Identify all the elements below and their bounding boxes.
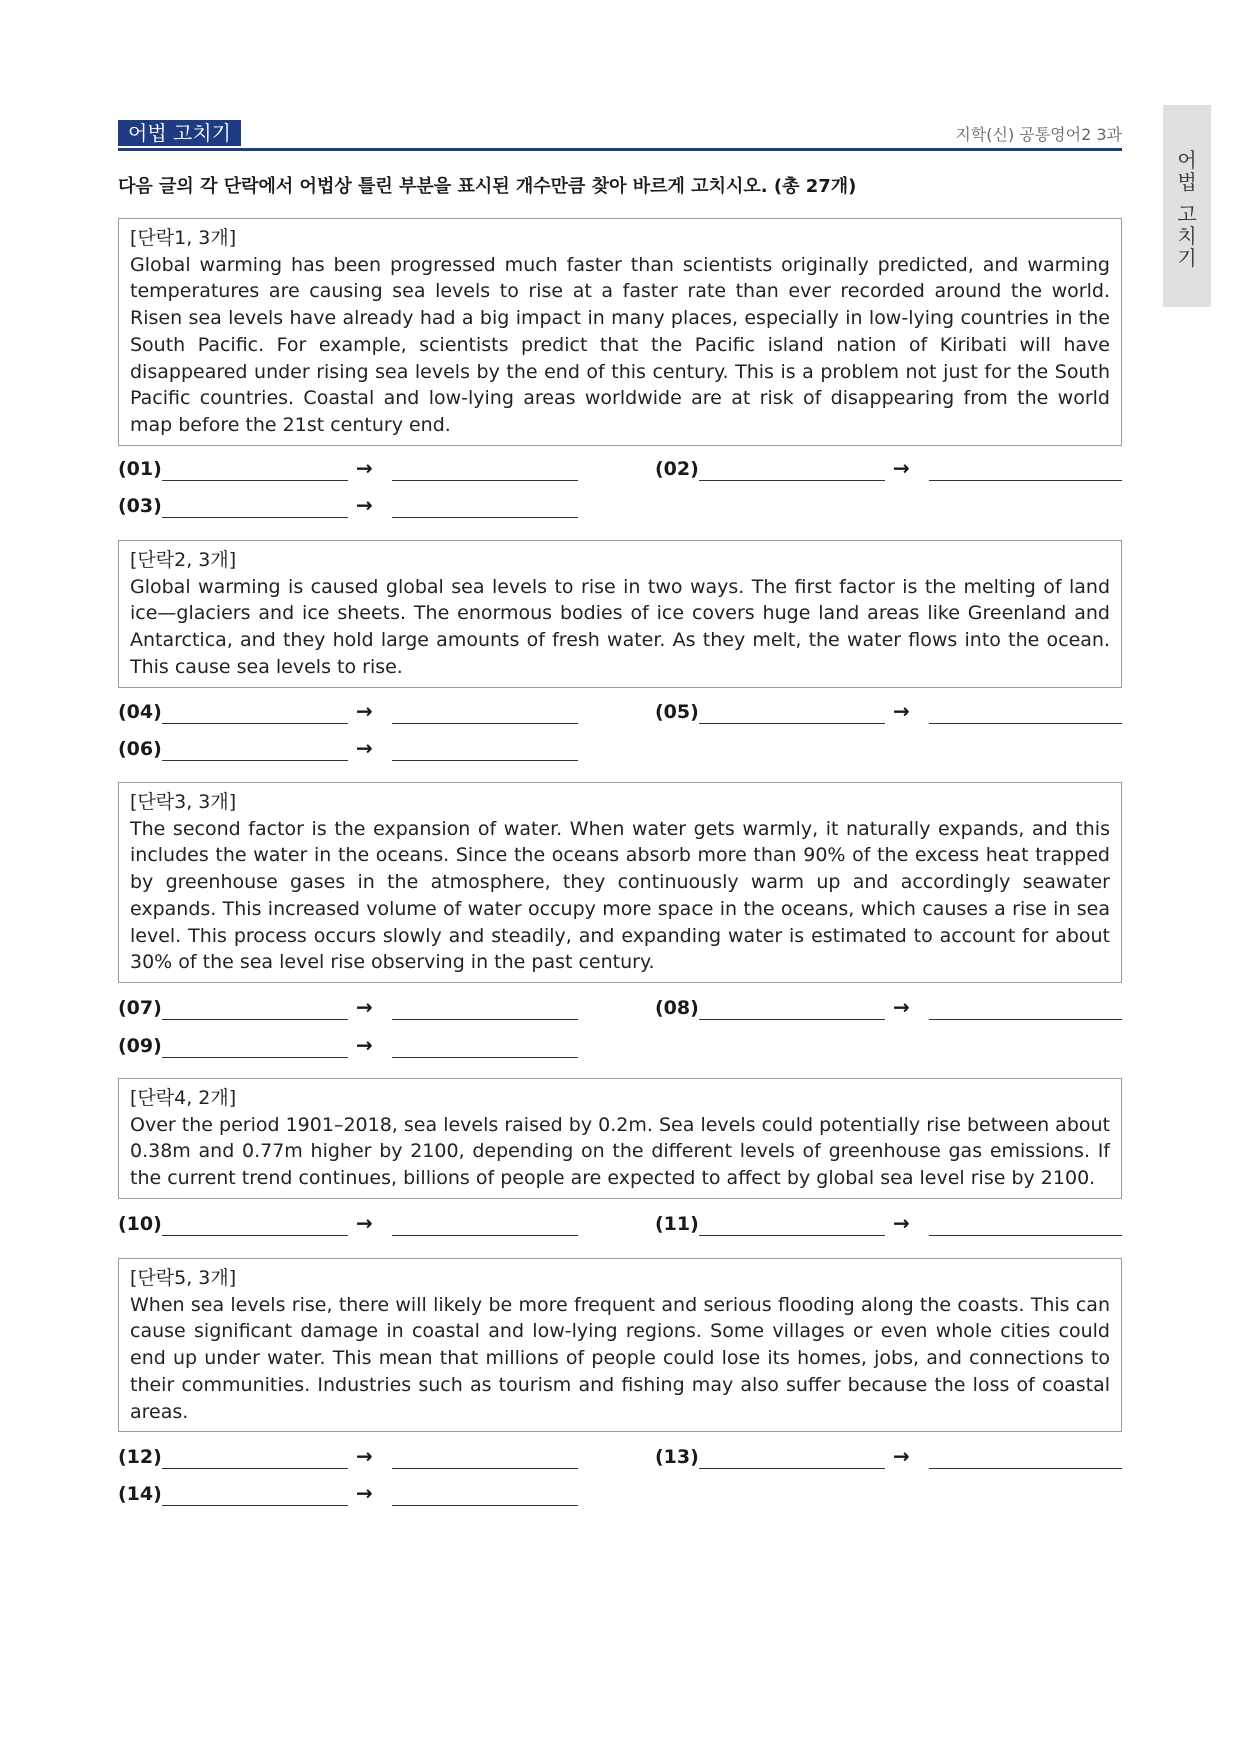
side-index-tab: [1163, 105, 1211, 307]
answer-blank-correct[interactable]: [392, 760, 578, 761]
paragraph-text: When sea levels rise, there will likely be more frequent and serious flooding along the coasts. This can cause significant damage in coastal and low-lying regions. Some villages or even whole cities could end up under water. This mean that millions of people could lose its homes, jobs, and connections to their communities. Industries such as tourism and fishing may also suffer because the loss of coastal areas.: [130, 1293, 1110, 1423]
answer-blank-correct[interactable]: [392, 1019, 578, 1020]
answer-row: [655, 456, 1122, 486]
paragraph-box-2: [118, 540, 1122, 688]
instruction-text: 다음 글의 각 단락에서 어법상 틀린 부분을 표시된 개수만큼 찾아 바르게 고치시오. (총 27개): [118, 176, 857, 197]
answer-blank-correct[interactable]: [929, 1468, 1122, 1469]
answer-blank-correct[interactable]: [929, 1235, 1122, 1236]
answer-blank-wrong[interactable]: [162, 1468, 348, 1469]
answer-row: [655, 995, 1122, 1025]
paragraph-text: Over the period 1901–2018, sea levels raised by 0.2m. Sea levels could potentially rise between about 0.38m and 0.77m higher by 2100, depending on the different levels of greenhouse gas emissions. If the current trend continues, billions of people are expected to affect by global sea level rise by 2100.: [130, 1113, 1110, 1190]
side-tab-char: 법: [1177, 170, 1197, 194]
side-tab-char: 어: [1177, 148, 1197, 172]
answer-blank-wrong[interactable]: [162, 480, 348, 481]
arrow-icon: →: [356, 1481, 373, 1505]
answer-row: [655, 1444, 1122, 1474]
answer-number: (12): [118, 1446, 162, 1468]
side-tab-char: 고: [1177, 202, 1197, 226]
arrow-icon: →: [356, 456, 373, 480]
arrow-icon: →: [356, 1211, 373, 1235]
answer-blank-wrong[interactable]: [162, 1505, 348, 1506]
paragraph-label: [단락2, 3개]: [130, 549, 237, 571]
answer-blank-wrong[interactable]: [699, 1235, 885, 1236]
answer-number: (13): [655, 1446, 699, 1468]
arrow-icon: →: [356, 995, 373, 1019]
answer-row: [118, 456, 578, 486]
answer-row: [118, 699, 578, 729]
answer-number: (08): [655, 997, 699, 1019]
answer-row: [655, 699, 1122, 729]
answer-number: (02): [655, 458, 699, 480]
paragraph-box-5: [118, 1258, 1122, 1432]
answer-blank-wrong[interactable]: [162, 1057, 348, 1058]
answer-number: (03): [118, 495, 162, 517]
answer-row: [655, 1211, 1122, 1241]
answer-blank-correct[interactable]: [392, 517, 578, 518]
arrow-icon: →: [356, 1444, 373, 1468]
answer-number: (09): [118, 1035, 162, 1057]
arrow-icon: →: [893, 699, 910, 723]
textbook-label: 지학(신) 공통영어2 3과: [955, 125, 1122, 144]
arrow-icon: →: [893, 1444, 910, 1468]
side-tab-char: 기: [1177, 246, 1197, 270]
answer-number: (11): [655, 1213, 699, 1235]
answer-blank-wrong[interactable]: [162, 1235, 348, 1236]
answer-blank-correct[interactable]: [929, 723, 1122, 724]
answer-blank-correct[interactable]: [392, 1057, 578, 1058]
answer-row: [118, 493, 578, 523]
answer-blank-correct[interactable]: [929, 1019, 1122, 1020]
side-tab-char: 치: [1177, 224, 1197, 248]
answer-blank-correct[interactable]: [392, 723, 578, 724]
answer-blank-wrong[interactable]: [162, 723, 348, 724]
arrow-icon: →: [893, 1211, 910, 1235]
answer-blank-correct[interactable]: [929, 480, 1122, 481]
answer-blank-wrong[interactable]: [162, 760, 348, 761]
paragraph-label: [단락3, 3개]: [130, 791, 237, 813]
answer-row: [118, 1444, 578, 1474]
paragraph-box-3: [118, 782, 1122, 983]
answer-blank-correct[interactable]: [392, 1468, 578, 1469]
answer-blank-wrong[interactable]: [699, 1019, 885, 1020]
paragraph-label: [단락4, 2개]: [130, 1087, 237, 1109]
page-header: [118, 120, 1122, 151]
paragraph-label: [단락5, 3개]: [130, 1267, 237, 1289]
paragraph-text: Global warming has been progressed much faster than scientists originally predicted, and warming temperatures are causing sea levels to rise at a faster rate than ever recorded around the world. Risen sea levels have already had a big impact in many places, especially in low-lying countries in the South Pacific. For example, scientists predict that the Pacific island nation of Kiribati will have disappeared under rising sea levels by the end of this century. This is a problem not just for the South Pacific countries. Coastal and low-lying areas worldwide are at risk of disappearing from the world map before the 21st century end.: [130, 253, 1110, 436]
answer-number: (01): [118, 458, 162, 480]
paragraph-box-1: [118, 218, 1122, 446]
answer-blank-wrong[interactable]: [162, 1019, 348, 1020]
answer-row: [118, 995, 578, 1025]
arrow-icon: →: [356, 736, 373, 760]
answer-number: (06): [118, 738, 162, 760]
answer-blank-correct[interactable]: [392, 1505, 578, 1506]
answer-row: [118, 1033, 578, 1063]
answer-blank-wrong[interactable]: [699, 723, 885, 724]
arrow-icon: →: [893, 995, 910, 1019]
answer-blank-wrong[interactable]: [699, 480, 885, 481]
answer-number: (05): [655, 701, 699, 723]
answer-blank-correct[interactable]: [392, 480, 578, 481]
arrow-icon: →: [356, 1033, 373, 1057]
paragraph-text: The second factor is the expansion of water. When water gets warmly, it naturally expands, and this includes the water in the oceans. Since the oceans absorb more than 90% of the excess heat trapped by greenhouse gases in the atmosphere, they continuously warm up and accordingly seawater expands. This increased volume of water occupy more space in the oceans, which causes a rise in sea level. This process occurs slowly and steadily, and expanding water is estimated to account for about 30% of the sea level rise observing in the past century.: [130, 817, 1110, 974]
section-title: 어법 고치기: [118, 120, 241, 146]
answer-row: [118, 736, 578, 766]
answer-number: (07): [118, 997, 162, 1019]
paragraph-text: Global warming is caused global sea levels to rise in two ways. The first factor is the melting of land ice—glaciers and ice sheets. The enormous bodies of ice covers huge land areas like Greenland and Antarctica, and they hold large amounts of fresh water. As they melt, the water flows into the ocean. This cause sea levels to rise.: [130, 575, 1110, 678]
arrow-icon: →: [893, 456, 910, 480]
paragraph-box-4: [118, 1078, 1122, 1199]
answer-number: (14): [118, 1483, 162, 1505]
answer-blank-correct[interactable]: [392, 1235, 578, 1236]
answer-number: (10): [118, 1213, 162, 1235]
answer-blank-wrong[interactable]: [162, 517, 348, 518]
answer-blank-wrong[interactable]: [699, 1468, 885, 1469]
arrow-icon: →: [356, 699, 373, 723]
answer-row: [118, 1211, 578, 1241]
arrow-icon: →: [356, 493, 373, 517]
answer-row: [118, 1481, 578, 1511]
answer-number: (04): [118, 701, 162, 723]
paragraph-label: [단락1, 3개]: [130, 227, 237, 249]
